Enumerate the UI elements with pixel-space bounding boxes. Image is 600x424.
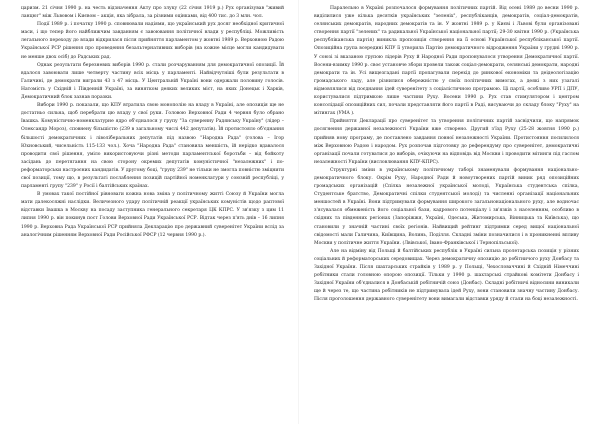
paragraph: Прийняття Декларації про суверенітет та утворення політичних партій засвідчили, що напрямок досягнення державної незалежності України вже створено. Другий з'їзд Руху (25-28 жовтня 1990 р.) прийняв нову програму, де поставлено завдання повної незалежності України. Протистояння посилилося між Верховною Радою і народом. Рух розпочав підготовку до референдуму про суверенітет, демократичні організації почали готуватися до виборів, очікуючи на відповідь від Москви і проводити мітинги під гаслом незалежності України (висловлювання КПУ-КПРС). — [314, 119, 579, 165]
paragraph: царизм. 21 січня 1990 р. на честь відзначення Акту про злуку (22 січня 1919 р.) Рух організував "живий ланцюг" між Львовом і Києвом – акція, яка зібрала, за різними оцінками, від 400 тис. до 3 млн. чол. — [21, 6, 284, 20]
paragraph: Події 1989 р. і початку 1990 р. сповнювали надіями, що український рух досяг необхідної критичної маси, і що тепер його найближчим завданням є завоювання політичної влади у республіці. Можливість легального переходу до влади відкрилася після прийняття парламентом у жовтні 1989 р. Верховною Радою Української РСР рішення про проведення безальтернативних виборів (на кожне місце могли кандидувати не менше двох осіб) до Радських рад. — [21, 22, 284, 60]
page-gutter — [298, 0, 299, 424]
paragraph: Але на відміну від Польщі й балтійських республік в Україні сильна пролетарська позиція у різних соціальних й реформаторських середовищах. Через демократичну опозицію до робітничого руху Донбасу та Західної України. Після шахтарських страйків у 1989 р. у Польщі, Чехословаччині й Східній Німеччині робітники стали головною опорою опозиції. Тільки у 1990 р. шахтарські страйкові комітети Донбасу і Західної України об'єдналися в Донбаській робітничій союз (Донбас). Складні робітничі відносини виникали ще й через те, що частина робітників не підтримувала ідей Руху, вони становили значну частину Донбасу. Після проголошення державного суверенітету вони вимагали відставки уряду й стали на боці незалежності. — [314, 248, 579, 303]
paragraph: Структурні зміни в українському політичному таборі знаменували формування національно-демократичного блоку. Окрім Руху, Народної Ради й новоутворених партій виник ряд опозиційних громадських організацій (Спілка незалежної української молоді, Українська студентська спілка, Студентське братство, Демократичні спілки студентської молоді) та численні організації національних меншостей в Україні. Вони підтримували формування широкого загальнонаціонального руху, але водночас з'ясувалася обмеженість його соціальної бази, кадрового потенціалу і зв'язків з населенням, особливо в східних та південних регіонах (Запоріжжя, Україні, Одеська, Житомирська, Вінницька та Київська), що становили у значній частині своїх регіонів. Найвищий рейтинг підтримки серед вищої національної свідомості мали Галичина, Київщина, Волинь, Поділля. Складні зміни позначилися і в проникненні впливу Москви у політичне життя України. (Лвівської, Івано-Франківської і Тернопільської). — [314, 167, 579, 246]
paragraph: Паралельно в Україні розпочалося формування політичних партій. Від осені 1989 до весни 1990 р. виділилися уже кілька десятків українських "зеленіх", республіканців, демократів, соціал-демократів, селянських демократів, народних демократів та ін. У жовтні 1989 р. у Києві і Львові були організовані створення партії "зелених" та радикальної Української національної партії; 29-30 квітня 1990 р. (Українська республіканська партія) виникла пропозиція створення на її основі Української республіканської партії. Опозиційна група всередині КПУ її утворила Партію демократичного відродження України у грудні 1990 р. У союзі зі вказаною групою лідерів Руху й Народної Ради пропонувалося утворення Демократичної партії. Восени-взимку 1990 р. своє установче збори провели також соціал-демократи, селянські демократи, народні демократи та ін. Усі вищезгадані партії пропагували перехід до ринкової економіки та деідеологізацію громадського ладу, але різнилися обережністю у своїх політичних вимогах, а деякі з них узагалі відмовлялися від поєднання ідей суверенітету з соціалістичною програмою. Ці партії, особливо УРП і ДПУ, користувалися підтримкою лише частини Руху. Восени 1990 р. Рух став стимулятором і центром консолідації опозиційних сил, почали представляти його партії в Раді, висуваючи до складу блоку "Руху" на мітингах (УМА ). — [314, 6, 579, 117]
paragraph: Однак результати березневих виборів 1990 р. стали розчаруванням для демократичної опозиції. Їй вдалося завоювати лише четверту частину всіх місць у парламенті. Найвідчутніші були результати в Галичині, де демократи виграли 43 з 47 місць. У Центральній Україні вони одержали половину голосів. Натомість у Східній і Південній Україні, за винятком деяких великих міст, на яких Донецьк і Харків, Демократичний блок зазнав поразки. — [21, 62, 284, 101]
left-page-column — [21, 5, 284, 417]
right-page-column — [314, 5, 579, 417]
paragraph: В умовах такої постійної рівноваги кожна нова зміна у політичному житті Союзу й України могла мати далекосяжні наслідки. Величезного удару політичній реакції українських комуністів щодо раптової відставки Івашка в Москву на посаду заступника генерального секретаря ЦК КПРС. У зв'язку з цим 11 липня 1990 р. він покинув пост Голови Верховної Ради Української РСР. Відтак через п'ять днів – 16 липня 1990 р. Верховна Рада Української РСР прийняла Декларацію про державний суверенітет України вслід за аналогічним рішенням Верховної Ради Російської РФСР (12 червня 1990 р.). — [21, 192, 284, 238]
paragraph: Вибори 1990 р. показали, що КПУ втратила свою монополію на владу в Україні, але опозиція ще не достатньо сильна, щоб перебрати цю владу у свої руки. Головою Верховної Ради 4 червня було обрано Івашка. Комуністично-номенклатурне ядро об'єдналося у групу "За суверенну Радянську Україну" (лідер – Олександр Мороз), сповнену більшістю (239 в загальному числі 442 депутатів). Їй протистояло об'єднання більшості демократичних і ліволіберальних депутатів під назвою "Народна Рада" (голова – Ігор Юхновський, чисельність 115-133 чол.). Хоча "Народна Рада" становила меншість, їй нерідко вдавалося проводити свої рішення, уміло використовуючи різні методи парламентської боротьби – від бойкоту засідань до перетягання на свою сторону окремих депутатів комуністичної "незалежних" і по-реформаторськи настроєних кандидатів. У другому боці, "групу 239" не тільки не змогла повністю зміцнити свої позиції, тому що, в результаті послаблення позицій партійної номенклатури у союзній республіці, у парламенті групу "239" у Росії і балтійських країнах. — [21, 103, 284, 190]
